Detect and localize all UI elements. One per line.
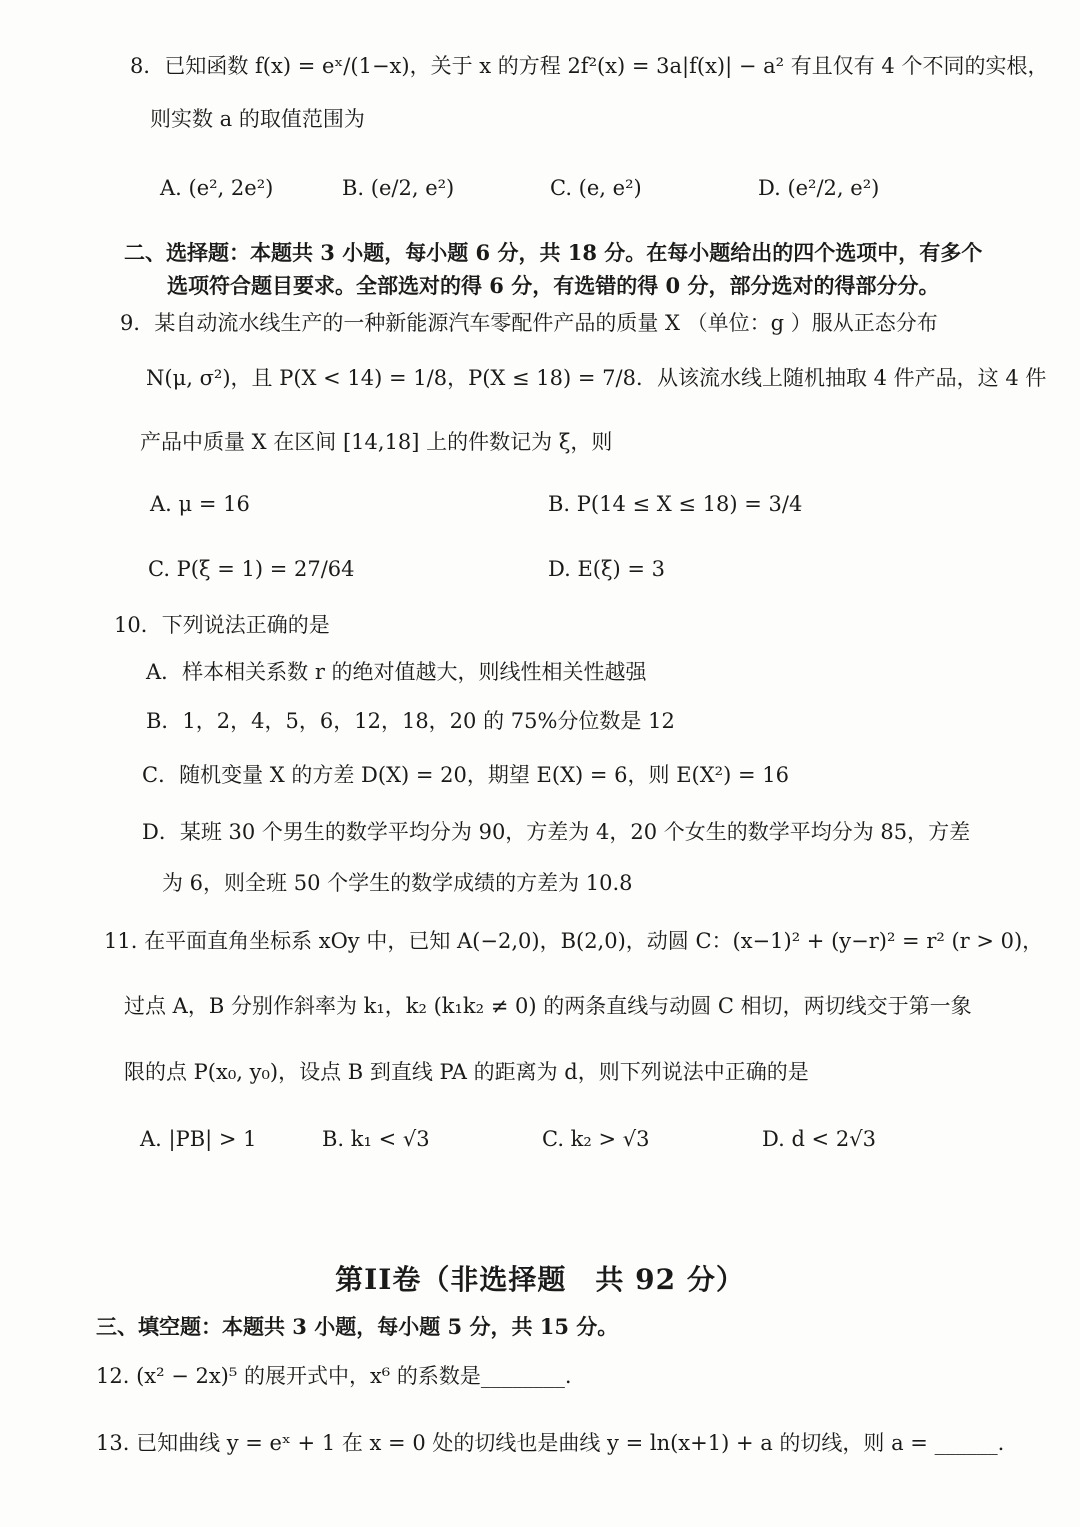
q9-line3: 产品中质量 X 在区间 [14,18] 上的件数记为 ξ，则	[140, 430, 613, 454]
q10-option-a: A．样本相关系数 r 的绝对值越大，则线性相关性越强	[146, 660, 647, 684]
q9-line1: 9．某自动流水线生产的一种新能源汽车零配件产品的质量 X （单位：g ）服从正态分布	[120, 311, 938, 335]
q11-line3: 限的点 P(x₀, y₀)，设点 B 到直线 PA 的距离为 d，则下列说法中正确的是	[124, 1060, 809, 1084]
q11-line2: 过点 A，B 分别作斜率为 k₁，k₂ (k₁k₂ ≠ 0) 的两条直线与动圆 C 相切，两切线交于第一象	[124, 994, 972, 1018]
q9-option-a: A. μ = 16	[150, 492, 250, 516]
q8-option-c: C. (e, e²)	[550, 176, 642, 200]
q8-option-b: B. (e/2, e²)	[342, 176, 455, 200]
q10-option-c: C．随机变量 X 的方差 D(X) = 20，期望 E(X) = 6，则 E(X²) = 16	[142, 763, 789, 787]
q11-option-a: A. |PB| > 1	[140, 1127, 257, 1151]
q9-option-b: B. P(14 ≤ X ≤ 18) = 3/4	[548, 492, 803, 516]
q11-option-d: D. d < 2√3	[762, 1127, 876, 1151]
q8-option-d: D. (e²/2, e²)	[758, 176, 880, 200]
q9-line2: N(μ, σ²)，且 P(X < 14) = 1/8，P(X ≤ 18) = 7/8．从该流水线上随机抽取 4 件产品，这 4 件	[146, 366, 1047, 390]
q9-option-c: C. P(ξ = 1) = 27/64	[148, 557, 355, 581]
section3-heading: 三、填空题：本题共 3 小题，每小题 5 分，共 15 分。	[96, 1314, 619, 1339]
q11-option-b: B. k₁ < √3	[322, 1127, 430, 1151]
q8-option-a: A. (e², 2e²)	[160, 176, 274, 200]
q8-line1: 8．已知函数 f(x) = eˣ/(1−x)，关于 x 的方程 2f²(x) = 3a|f(x)| − a² 有且仅有 4 个不同的实根，	[130, 54, 1049, 78]
q10-option-d-line2: 为 6，则全班 50 个学生的数学成绩的方差为 10.8	[162, 871, 633, 895]
q10-option-d-line1: D．某班 30 个男生的数学平均分为 90，方差为 4，20 个女生的数学平均分为 85，方差	[142, 820, 971, 844]
section2-line1: 二、选择题：本题共 3 小题，每小题 6 分，共 18 分。在每小题给出的四个选项中，有多个	[124, 240, 983, 265]
part2-title: 第II卷（非选择题 共 92 分）	[335, 1263, 745, 1296]
q13: 13. 已知曲线 y = eˣ + 1 在 x = 0 处的切线也是曲线 y = ln(x+1) + a 的切线，则 a = ______.	[96, 1431, 1005, 1455]
q8-line2: 则实数 a 的取值范围为	[150, 107, 365, 131]
q12: 12. (x² − 2x)⁵ 的展开式中，x⁶ 的系数是________.	[96, 1364, 572, 1388]
section2-line2: 选项符合题目要求。全部选对的得 6 分，有选错的得 0 分，部分选对的得部分分。	[167, 273, 940, 298]
q10-stem: 10．下列说法正确的是	[114, 613, 330, 637]
q11-line1: 11. 在平面直角坐标系 xOy 中，已知 A(−2,0)，B(2,0)，动圆 C：(x−1)² + (y−r)² = r² (r > 0)，	[104, 929, 1044, 953]
q9-option-d: D. E(ξ) = 3	[548, 557, 666, 581]
q10-option-b: B．1，2，4，5，6，12，18，20 的 75%分位数是 12	[146, 709, 675, 733]
q11-option-c: C. k₂ > √3	[542, 1127, 650, 1151]
